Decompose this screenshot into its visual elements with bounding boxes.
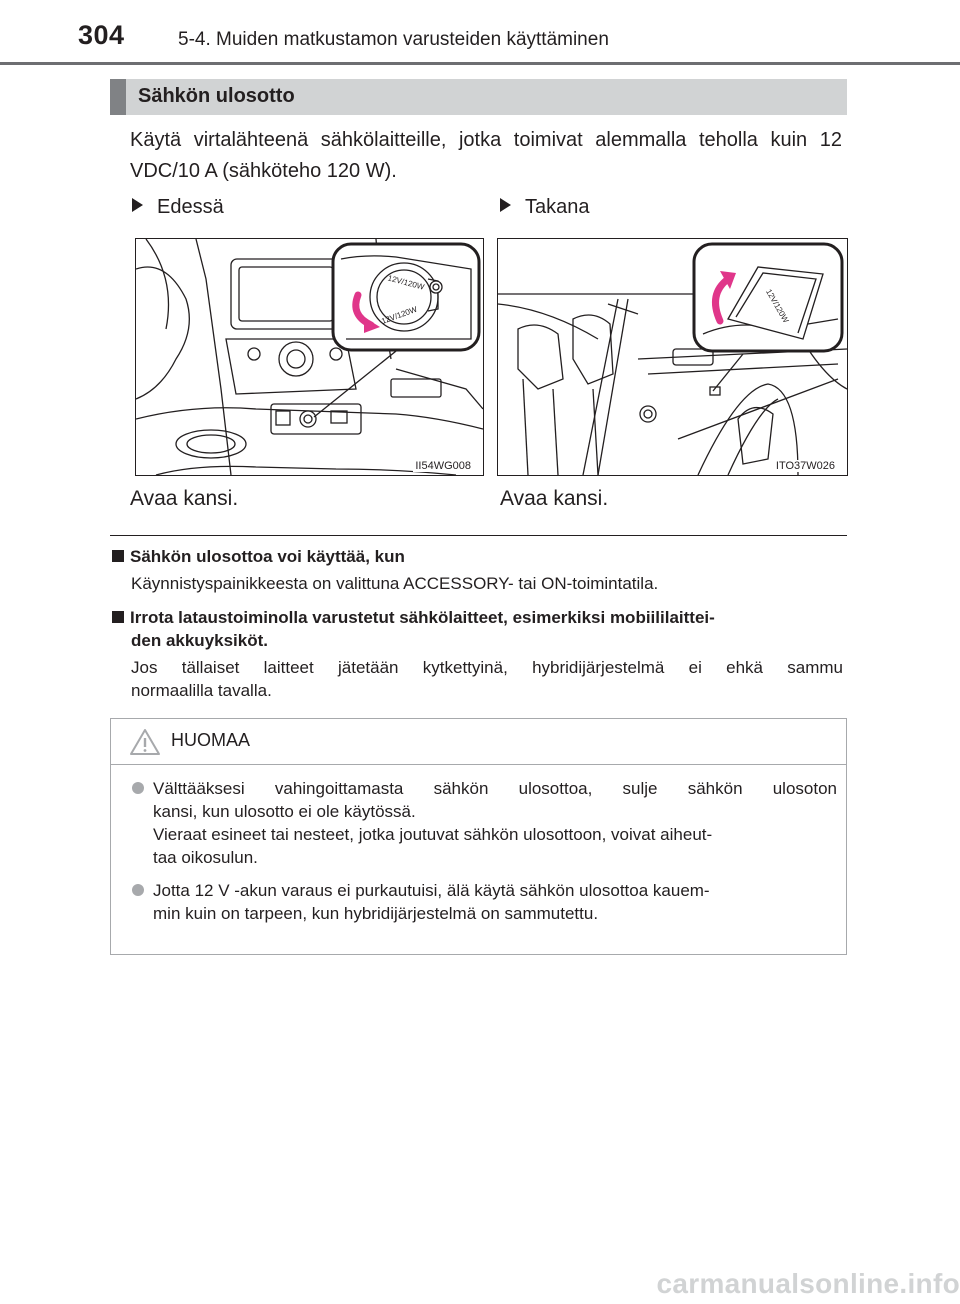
section-heading-bar xyxy=(110,79,847,115)
front-cap-text: 12V/120W xyxy=(386,273,426,292)
section-title: 5-4. Muiden matkustamon varusteiden käyttäminen xyxy=(178,29,609,50)
caution-header xyxy=(111,719,846,765)
front-dashboard-drawing xyxy=(136,239,483,475)
rear-console-drawing xyxy=(498,239,847,475)
caution-title: HUOMAA xyxy=(171,730,251,750)
bullet-dot-icon xyxy=(132,884,144,896)
note-heading-text: Irrota lataustoiminolla varustetut sähkölaitteet, esimerkiksi mobiililaittei- xyxy=(130,608,715,627)
front-outlet-illustration xyxy=(135,238,484,476)
note-body-line: normaalilla tavalla. xyxy=(131,681,272,700)
front-caption: Avaa kansi. xyxy=(130,487,239,510)
rear-outlet-illustration xyxy=(497,238,848,476)
section-heading: Sähkön ulosotto xyxy=(138,85,295,107)
triangle-bullet-icon xyxy=(500,198,511,212)
caution-line: Jotta 12 V -akun varaus ei purkautuisi, älä käytä sähkön ulosottoa kauem- xyxy=(153,881,710,900)
page-number: 304 xyxy=(78,20,125,50)
note-heading-1 xyxy=(112,545,852,568)
warning-triangle-icon xyxy=(129,728,161,756)
caution-line: kansi, kun ulosotto ei ole käytössä. xyxy=(153,802,416,821)
rear-view-label xyxy=(500,196,590,219)
caution-line: Välttääksesi vahingoittamasta sähkön ulosottoa, sulje sähkön ulosoton xyxy=(153,779,837,798)
bullet-dot-icon xyxy=(132,782,144,794)
caution-box xyxy=(110,718,847,955)
front-view-label xyxy=(132,196,224,219)
header-rule xyxy=(0,62,960,65)
note-heading-text: Sähkön ulosottoa voi käyttää, kun xyxy=(130,547,405,566)
section-divider xyxy=(110,535,847,536)
square-bullet-icon xyxy=(112,611,124,623)
note-body-2 xyxy=(131,656,843,702)
front-figure-id: II54WG008 xyxy=(415,460,471,472)
triangle-bullet-icon xyxy=(132,198,143,212)
section-heading-accent xyxy=(110,79,126,115)
note-heading-2 xyxy=(112,606,852,652)
note-body-1: Käynnistyspainikkeesta on valittuna ACCESSORY- tai ON-toimintatila. xyxy=(131,574,659,593)
square-bullet-icon xyxy=(112,550,124,562)
caution-line: min kuin on tarpeen, kun hybridijärjestelmä on sammutettu. xyxy=(153,904,599,923)
caution-item-2 xyxy=(132,879,837,925)
rear-view-text: Takana xyxy=(525,196,590,218)
caution-line: taa oikosulun. xyxy=(153,848,258,867)
front-cap-text-2: 12V/120W xyxy=(380,304,419,326)
watermark: carmanualsonline.info xyxy=(656,1268,960,1299)
note-heading-text-2: den akkuyksiköt. xyxy=(131,631,269,650)
rear-caption: Avaa kansi. xyxy=(500,487,609,510)
intro-paragraph: Käytä virtalähteenä sähkölaitteille, jotka toimivat alemmalla teholla kuin 12 VDC/10 A (sähköteho 120 W). xyxy=(130,129,842,182)
rear-cap-text: 12V/120W xyxy=(764,287,791,325)
note-body-line: Jos tällaiset laitteet jätetään kytkettyinä, hybridijärjestelmä ei ehkä sammu xyxy=(131,658,843,677)
front-view-text: Edessä xyxy=(157,196,224,218)
caution-item-1 xyxy=(132,777,837,869)
caution-line: Vieraat esineet tai nesteet, jotka joutuvat sähkön ulosottoon, voivat aiheut- xyxy=(153,825,713,844)
rear-figure-id: ITO37W026 xyxy=(775,460,835,472)
